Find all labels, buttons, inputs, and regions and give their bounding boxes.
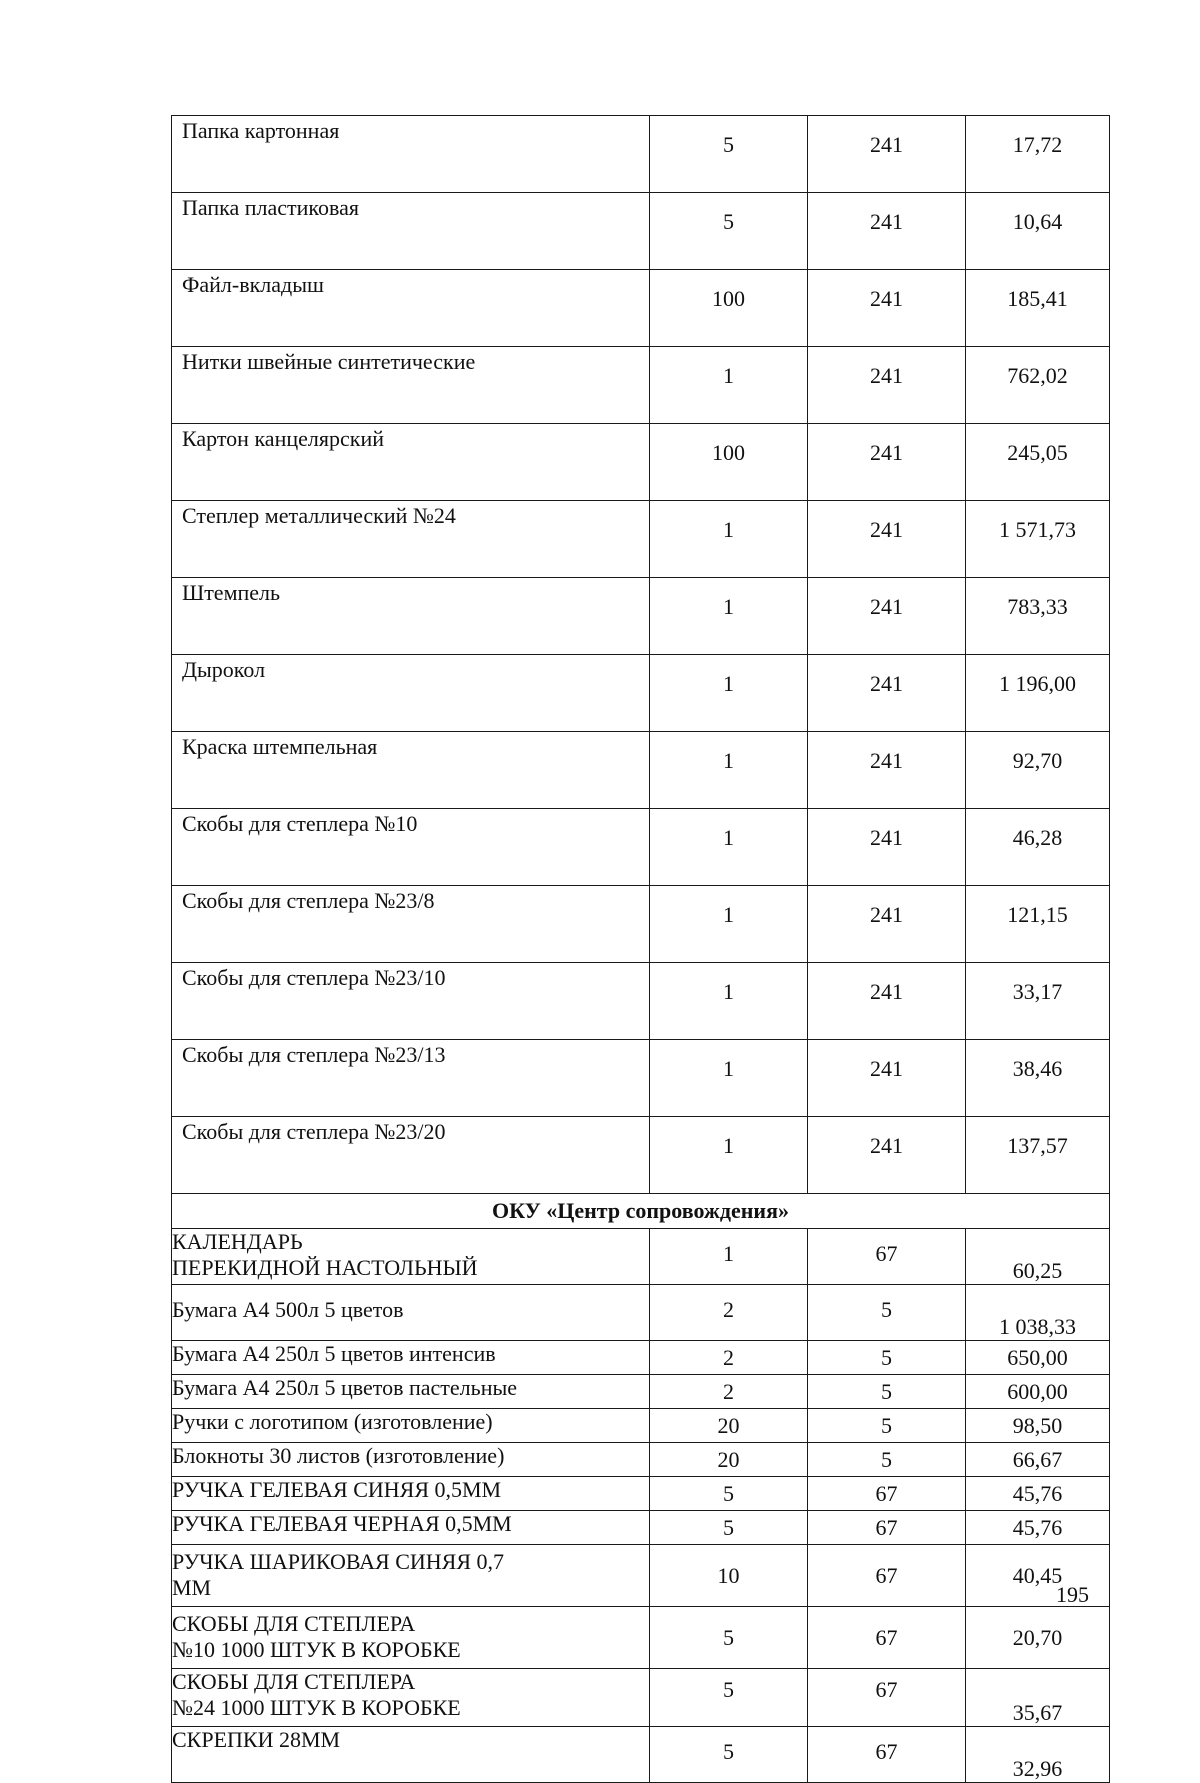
section-header-row <box>172 1194 1110 1229</box>
item-qty: 1 <box>650 1229 808 1285</box>
item-qty: 5 <box>650 116 808 193</box>
item-qty: 1 <box>650 886 808 963</box>
item-price: 10,64 <box>966 193 1110 270</box>
item-price: 121,15 <box>966 886 1110 963</box>
item-price: 45,76 <box>966 1477 1110 1511</box>
item-code: 241 <box>808 886 966 963</box>
item-price: 1 571,73 <box>966 501 1110 578</box>
table-row <box>172 1477 1110 1511</box>
item-code: 5 <box>808 1409 966 1443</box>
item-code: 67 <box>808 1511 966 1545</box>
item-name: Дырокол <box>172 655 650 732</box>
table-row <box>172 886 1110 963</box>
table-row <box>172 1040 1110 1117</box>
table-row <box>172 1375 1110 1409</box>
item-qty: 2 <box>650 1341 808 1375</box>
item-price: 92,70 <box>966 732 1110 809</box>
item-name: Ручки с логотипом (изготовление) <box>172 1409 650 1443</box>
item-name: Бумага А4 250л 5 цветов интенсив <box>172 1341 650 1375</box>
item-name: Скобы для степлера №23/13 <box>172 1040 650 1117</box>
item-name <box>172 1229 650 1285</box>
table-row <box>172 501 1110 578</box>
item-price: 98,50 <box>966 1409 1110 1443</box>
item-price: 45,76 <box>966 1511 1110 1545</box>
item-price: 32,96 <box>966 1727 1110 1783</box>
item-code: 5 <box>808 1375 966 1409</box>
table-row <box>172 809 1110 886</box>
item-qty: 1 <box>650 578 808 655</box>
item-price: 20,70 <box>966 1607 1110 1669</box>
table-row <box>172 193 1110 270</box>
item-qty: 5 <box>650 1607 808 1669</box>
table-row <box>172 655 1110 732</box>
item-name: Блокноты 30 листов (изготовление) <box>172 1443 650 1477</box>
item-qty: 5 <box>650 193 808 270</box>
item-qty: 1 <box>650 501 808 578</box>
item-name: Краска штемпельная <box>172 732 650 809</box>
item-code: 241 <box>808 1040 966 1117</box>
item-code: 67 <box>808 1669 966 1727</box>
item-price: 650,00 <box>966 1341 1110 1375</box>
item-price: 783,33 <box>966 578 1110 655</box>
item-qty: 2 <box>650 1375 808 1409</box>
item-name: Скобы для степлера №10 <box>172 809 650 886</box>
item-code: 67 <box>808 1607 966 1669</box>
item-name <box>172 1545 650 1607</box>
table-row <box>172 1117 1110 1194</box>
item-price: 137,57 <box>966 1117 1110 1194</box>
table-row <box>172 963 1110 1040</box>
table-row <box>172 347 1110 424</box>
item-code: 241 <box>808 655 966 732</box>
item-name: Папка картонная <box>172 116 650 193</box>
item-price: 33,17 <box>966 963 1110 1040</box>
item-price: 40,45 <box>966 1545 1110 1607</box>
item-price: 1 038,33 <box>966 1285 1110 1341</box>
table-row <box>172 1285 1110 1341</box>
item-code: 241 <box>808 347 966 424</box>
item-code: 241 <box>808 501 966 578</box>
table-row <box>172 1443 1110 1477</box>
table-row <box>172 270 1110 347</box>
item-code: 241 <box>808 1117 966 1194</box>
item-price: 600,00 <box>966 1375 1110 1409</box>
item-qty: 10 <box>650 1545 808 1607</box>
table-row <box>172 424 1110 501</box>
item-price: 46,28 <box>966 809 1110 886</box>
supplies-table <box>171 115 1110 1783</box>
item-qty: 1 <box>650 809 808 886</box>
item-code: 241 <box>808 578 966 655</box>
item-price: 1 196,00 <box>966 655 1110 732</box>
item-code: 67 <box>808 1477 966 1511</box>
item-name-line-2: №24 1000 ШТУК В КОРОБКЕ <box>172 1695 461 1720</box>
item-name: РУЧКА ГЕЛЕВАЯ ЧЕРНАЯ 0,5ММ <box>172 1511 650 1545</box>
table-row <box>172 1727 1110 1783</box>
item-code: 241 <box>808 116 966 193</box>
item-code: 5 <box>808 1341 966 1375</box>
item-price: 35,67 <box>966 1669 1110 1727</box>
page-number: 195 <box>1056 1582 1089 1607</box>
item-code: 67 <box>808 1727 966 1783</box>
item-name: СКРЕПКИ 28ММ <box>172 1727 650 1783</box>
item-qty: 5 <box>650 1477 808 1511</box>
item-name: Скобы для степлера №23/8 <box>172 886 650 963</box>
section-title: ОКУ «Центр сопровождения» <box>172 1194 1110 1229</box>
item-code: 241 <box>808 424 966 501</box>
item-qty: 20 <box>650 1443 808 1477</box>
item-qty: 100 <box>650 270 808 347</box>
table-row <box>172 1409 1110 1443</box>
item-name: Степлер металлический №24 <box>172 501 650 578</box>
item-qty: 5 <box>650 1669 808 1727</box>
table-row <box>172 1669 1110 1727</box>
item-qty: 1 <box>650 655 808 732</box>
item-name: Нитки швейные синтетические <box>172 347 650 424</box>
table-row <box>172 732 1110 809</box>
item-code: 241 <box>808 270 966 347</box>
item-name: Скобы для степлера №23/20 <box>172 1117 650 1194</box>
item-name-line-2: №10 1000 ШТУК В КОРОБКЕ <box>172 1637 461 1662</box>
item-name: Картон канцелярский <box>172 424 650 501</box>
item-qty: 20 <box>650 1409 808 1443</box>
item-price: 66,67 <box>966 1443 1110 1477</box>
item-name: РУЧКА ГЕЛЕВАЯ СИНЯЯ 0,5ММ <box>172 1477 650 1511</box>
item-code: 241 <box>808 732 966 809</box>
item-name: Скобы для степлера №23/10 <box>172 963 650 1040</box>
item-code: 241 <box>808 809 966 886</box>
item-name <box>172 1669 650 1727</box>
item-name: Папка пластиковая <box>172 193 650 270</box>
table-row <box>172 1607 1110 1669</box>
item-qty: 1 <box>650 963 808 1040</box>
item-code: 241 <box>808 193 966 270</box>
item-name-line-2: ММ <box>172 1575 212 1600</box>
item-qty: 5 <box>650 1727 808 1783</box>
item-name <box>172 1607 650 1669</box>
item-qty: 1 <box>650 1117 808 1194</box>
table-row <box>172 1341 1110 1375</box>
item-qty: 1 <box>650 1040 808 1117</box>
item-qty: 1 <box>650 732 808 809</box>
item-name-line-1: СКОБЫ ДЛЯ СТЕПЛЕРА <box>172 1669 416 1694</box>
item-price: 17,72 <box>966 116 1110 193</box>
table-row <box>172 116 1110 193</box>
item-price: 60,25 <box>966 1229 1110 1285</box>
item-price: 245,05 <box>966 424 1110 501</box>
item-name: Штемпель <box>172 578 650 655</box>
item-qty: 5 <box>650 1511 808 1545</box>
item-code: 5 <box>808 1443 966 1477</box>
item-name-line-1: КАЛЕНДАРЬ <box>172 1229 303 1254</box>
table-row <box>172 1545 1110 1607</box>
item-name: Бумага А4 500л 5 цветов <box>172 1285 650 1341</box>
item-code: 241 <box>808 963 966 1040</box>
item-price: 185,41 <box>966 270 1110 347</box>
item-price: 38,46 <box>966 1040 1110 1117</box>
item-name: Бумага А4 250л 5 цветов пастельные <box>172 1375 650 1409</box>
item-name-line-1: РУЧКА ШАРИКОВАЯ СИНЯЯ 0,7 <box>172 1549 504 1574</box>
item-name-line-1: СКОБЫ ДЛЯ СТЕПЛЕРА <box>172 1611 416 1636</box>
item-name-line-2: ПЕРЕКИДНОЙ НАСТОЛЬНЫЙ <box>172 1255 478 1280</box>
table-row <box>172 1511 1110 1545</box>
item-name: Файл-вкладыш <box>172 270 650 347</box>
item-code: 5 <box>808 1285 966 1341</box>
item-qty: 1 <box>650 347 808 424</box>
table-row <box>172 1229 1110 1285</box>
item-code: 67 <box>808 1545 966 1607</box>
item-price: 762,02 <box>966 347 1110 424</box>
item-qty: 2 <box>650 1285 808 1341</box>
item-qty: 100 <box>650 424 808 501</box>
table-row <box>172 578 1110 655</box>
item-code: 67 <box>808 1229 966 1285</box>
